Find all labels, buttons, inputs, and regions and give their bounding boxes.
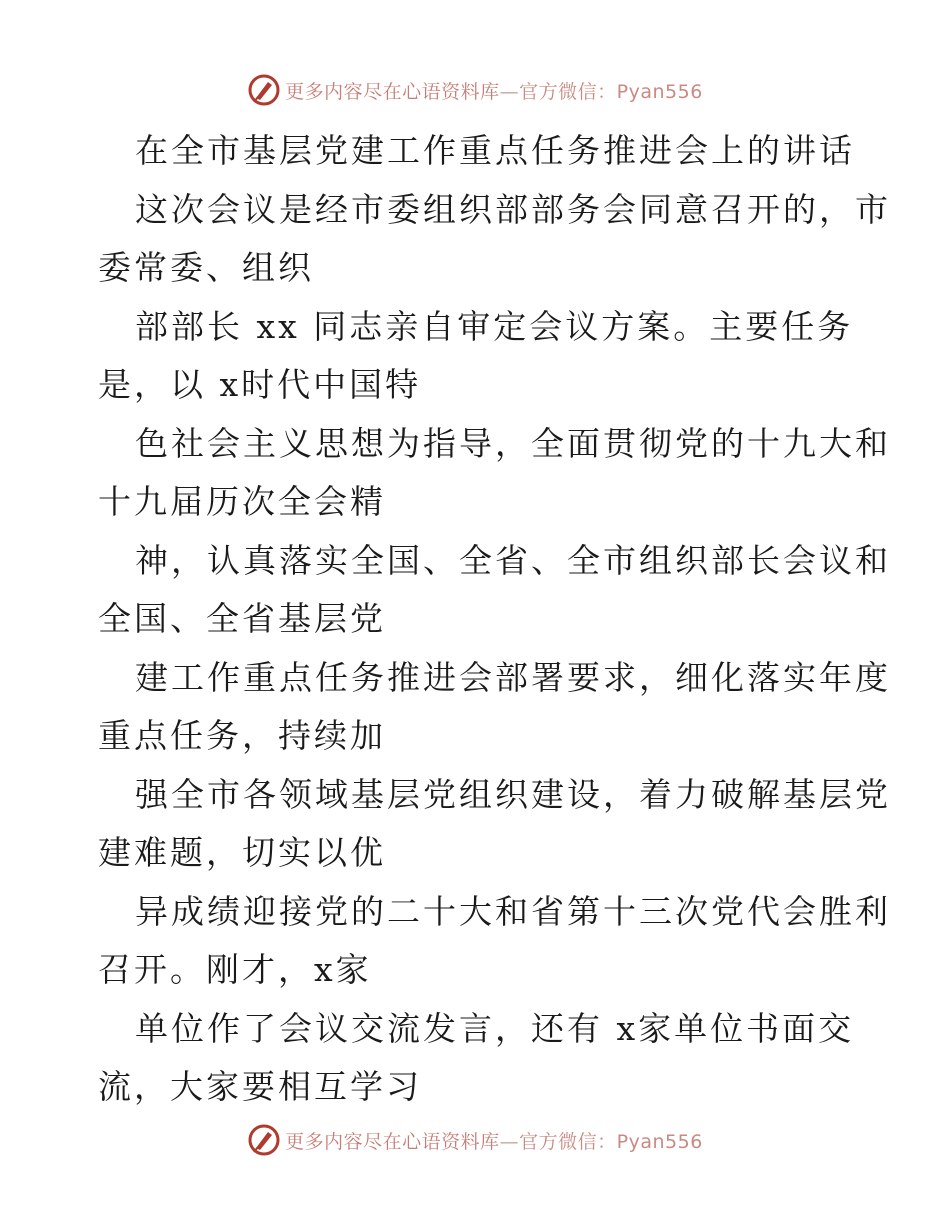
- paragraph-line: 重点任务，持续加: [98, 716, 386, 755]
- paragraph-line: 召开。刚才，x家: [98, 950, 372, 989]
- banner-separator: —: [499, 80, 520, 103]
- paragraph-line: 委常委、组织: [98, 248, 314, 287]
- footer-watermark-banner: [0, 1120, 950, 1160]
- paragraph-line: 色社会主义思想为指导，全面贯彻党的十九大和: [135, 423, 891, 463]
- header-watermark-banner: [0, 70, 950, 110]
- quill-logo-icon: [247, 73, 281, 107]
- paragraph-line: 十九届历次全会精: [98, 482, 386, 521]
- paragraph-line: 强全市各领域基层党组织建设，着力破解基层党: [135, 774, 891, 814]
- document-title: 在全市基层党建工作重点任务推进会上的讲话: [135, 131, 855, 170]
- paragraph-line: 这次会议是经市委组织部部务会同意召开的，市: [135, 189, 891, 229]
- paragraph-line: 部部长 xx 同志亲自审定会议方案。主要任务: [135, 306, 854, 346]
- banner-main-text: 更多内容尽在心语资料库: [285, 1130, 500, 1153]
- banner-main-text: 更多内容尽在心语资料库: [285, 80, 500, 103]
- paragraph-line: 是，以 x时代中国特: [98, 365, 422, 404]
- paragraph-line: 全国、全省基层党: [98, 599, 386, 638]
- banner-text: [285, 1127, 703, 1154]
- banner-text: [285, 77, 703, 104]
- quill-logo-icon: [247, 1123, 281, 1157]
- paragraph-line: 异成绩迎接党的二十大和省第十三次党代会胜利: [135, 891, 891, 931]
- banner-contact-text: 官方微信：Pyan556: [519, 80, 703, 103]
- paragraph-line: 建难题，切实以优: [98, 833, 386, 872]
- document-body: [98, 122, 891, 1117]
- paragraph-line: 流，大家要相互学习: [98, 1067, 422, 1106]
- paragraph-line: 神，认真落实全国、全省、全市组织部长会议和: [135, 540, 891, 580]
- banner-contact-text: 官方微信：Pyan556: [519, 1130, 703, 1153]
- paragraph-line: 建工作重点任务推进会部署要求，细化落实年度: [135, 657, 891, 697]
- paragraph-line: 单位作了会议交流发言，还有 x家单位书面交: [135, 1008, 855, 1048]
- banner-separator: —: [499, 1130, 520, 1153]
